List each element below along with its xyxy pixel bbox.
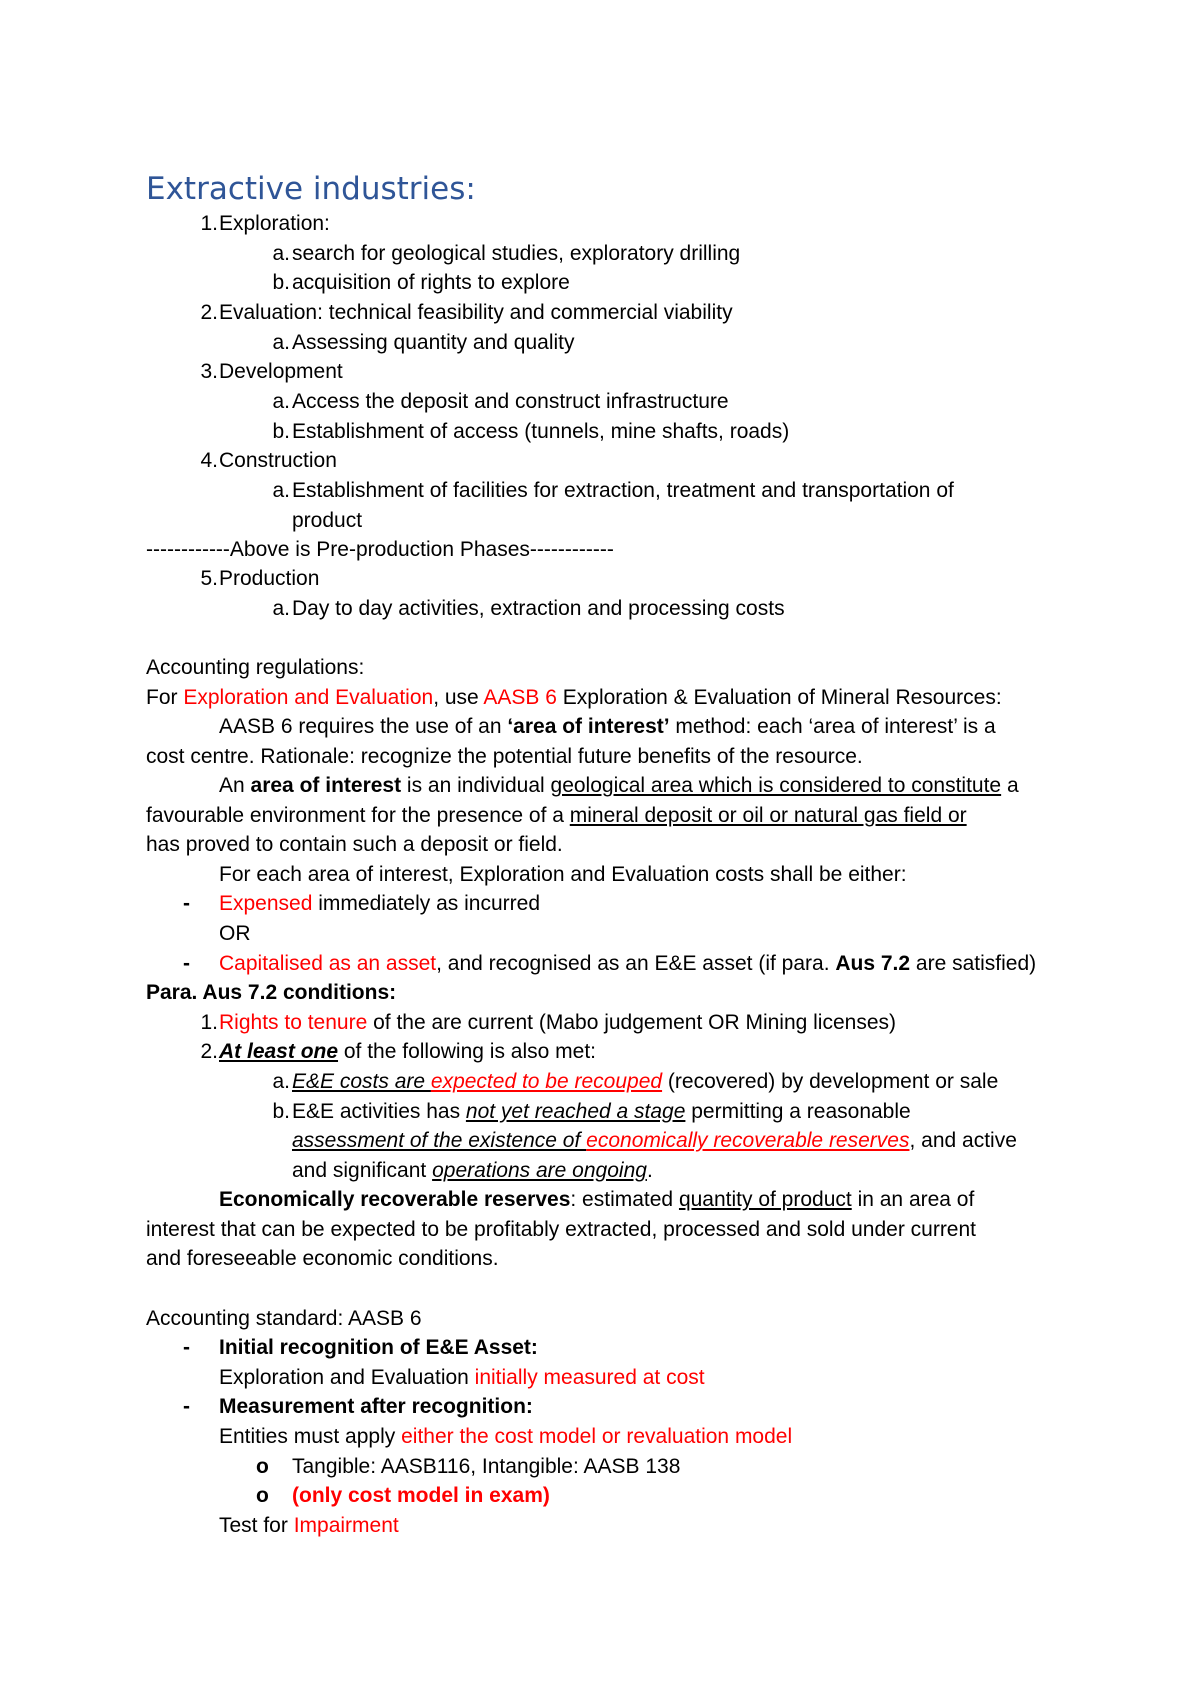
section-divider: ------------Above is Pre-production Phases------------ [146,538,614,561]
list-item-continuation [292,1126,1017,1155]
list-item: Assessing quantity and quality [292,331,575,354]
list-item: Evaluation: technical feasibility and commercial viability [219,301,733,324]
paragraph-line: interest that can be expected to be profitably extracted, processed and sold under current [146,1218,977,1241]
underlined-text: geological area which is considered to constitute [550,774,1002,797]
text: : estimated [570,1188,679,1211]
dash-bullet: - [183,892,190,915]
italic-underlined-text: not yet reached a stage [465,1100,686,1123]
italic-underlined-text: assessment of the existence of [292,1129,587,1152]
list-item: Measurement after recognition: [219,1395,533,1418]
highlight-text: Capitalised as an asset [219,952,437,975]
highlight-text: Exploration and Evaluation [183,686,434,709]
list-item [219,889,540,918]
list-item: Establishment of access (tunnels, mine shafts, roads) [292,420,790,443]
paragraph-line [146,801,967,830]
list-letter: b. [272,420,290,443]
list-number: 4. [200,449,218,472]
text: a [1001,774,1019,797]
paragraph-line: For each area of interest, Exploration and Evaluation costs shall be either: [219,863,907,886]
text: (recovered) by development or sale [662,1070,999,1093]
text: For [146,686,184,709]
text: of the following is also met: [338,1040,596,1063]
list-item: (only cost model in exam) [292,1484,550,1507]
dash-bullet: - [183,1395,190,1418]
list-number: 5. [200,567,218,590]
text: and significant [292,1159,433,1182]
list-number: 1. [200,212,218,235]
list-item: acquisition of rights to explore [292,271,570,294]
paragraph-line [146,683,1002,712]
text: , and active [909,1129,1017,1152]
bold-text: Aus 7.2 [835,952,911,975]
list-item [219,1037,596,1066]
text: immediately as incurred [312,892,540,915]
list-letter: a. [272,242,290,265]
list-item-continuation [292,1156,653,1185]
underlined-text: mineral deposit or oil or natural gas field or [569,804,967,827]
list-letter: b. [272,1100,290,1123]
paragraph-line [219,1185,974,1214]
list-letter: a. [272,390,290,413]
or-text: OR [219,922,251,945]
list-item-detail [219,1511,399,1540]
list-item: Day to day activities, extraction and processing costs [292,597,785,620]
highlight-text: either the cost model or revaluation model [401,1425,793,1448]
circle-bullet-icon: o [256,1455,269,1478]
highlight-text: expected to be recouped [430,1070,663,1093]
section-heading: Accounting regulations: [146,656,365,679]
dash-bullet: - [183,952,190,975]
list-letter: b. [272,271,290,294]
list-item: search for geological studies, exploratory drilling [292,242,741,265]
subheading: Para. Aus 7.2 conditions: [146,981,397,1004]
list-item: Exploration: [219,212,330,235]
highlight-text: Expensed [219,892,313,915]
italic-underlined-text: E&E costs are [292,1070,431,1093]
list-item [292,1097,911,1126]
list-item [219,1008,896,1037]
text: in an area of [851,1188,975,1211]
highlight-text: economically recoverable reserves [586,1129,910,1152]
list-item-detail [219,1422,792,1451]
list-item [219,949,1036,978]
highlight-text: Rights to tenure [219,1011,368,1034]
list-letter: a. [272,331,290,354]
list-letter: a. [272,479,290,502]
text: . [646,1159,653,1182]
text: Test for [219,1514,294,1537]
text: An [219,774,251,797]
italic-underlined-text: operations are ongoing [432,1159,647,1182]
list-number: 2. [200,301,218,324]
list-item: Construction [219,449,337,472]
list-item: Initial recognition of E&E Asset: [219,1336,538,1359]
circle-bullet-icon: o [256,1484,269,1507]
bold-text: ‘area of interest’ [507,715,670,738]
emphasis-text: At least one [219,1040,339,1063]
text: , and recognised as an E&E asset (if para. [436,952,836,975]
list-number: 2. [200,1040,218,1063]
text: AASB 6 requires the use of an [219,715,508,738]
list-item: Tangible: AASB116, Intangible: AASB 138 [292,1455,681,1478]
list-letter: a. [272,597,290,620]
text: of the are current (Mabo judgement OR Mining licenses) [367,1011,897,1034]
page-title: Extractive industries: [146,171,476,207]
highlight-text: Impairment [293,1514,399,1537]
text: Entities must apply [219,1425,402,1448]
list-item: Access the deposit and construct infrastructure [292,390,729,413]
paragraph-line [219,712,996,741]
list-letter: a. [272,1070,290,1093]
dash-bullet: - [183,1336,190,1359]
text: favourable environment for the presence of a [146,804,570,827]
list-item [292,1067,998,1096]
text: is an individual [401,774,551,797]
highlight-text: AASB 6 [483,686,557,709]
paragraph-line [219,771,1019,800]
list-item: Establishment of facilities for extraction, treatment and transportation of [292,479,954,502]
text: permitting a reasonable [685,1100,911,1123]
text: are satisfied) [910,952,1037,975]
paragraph-line: has proved to contain such a deposit or field. [146,833,563,856]
highlight-text: initially measured at cost [474,1366,705,1389]
list-item-continuation: product [292,509,363,532]
underlined-text: quantity of product [678,1188,852,1211]
list-item: Development [219,360,343,383]
paragraph-line: and foreseeable economic conditions. [146,1247,499,1270]
list-item-detail [219,1363,705,1392]
list-item: Production [219,567,320,590]
bold-text: area of interest [250,774,402,797]
text: Exploration and Evaluation [219,1366,475,1389]
bold-text: Economically recoverable reserves [219,1188,571,1211]
text: method: each ‘area of interest’ is a [669,715,996,738]
section-heading: Accounting standard: AASB 6 [146,1307,422,1330]
list-number: 1. [200,1011,218,1034]
paragraph-line: cost centre. Rationale: recognize the potential future benefits of the resource. [146,745,863,768]
text: E&E activities has [292,1100,466,1123]
list-number: 3. [200,360,218,383]
text: , use [433,686,484,709]
text: Exploration & Evaluation of Mineral Resources: [556,686,1002,709]
